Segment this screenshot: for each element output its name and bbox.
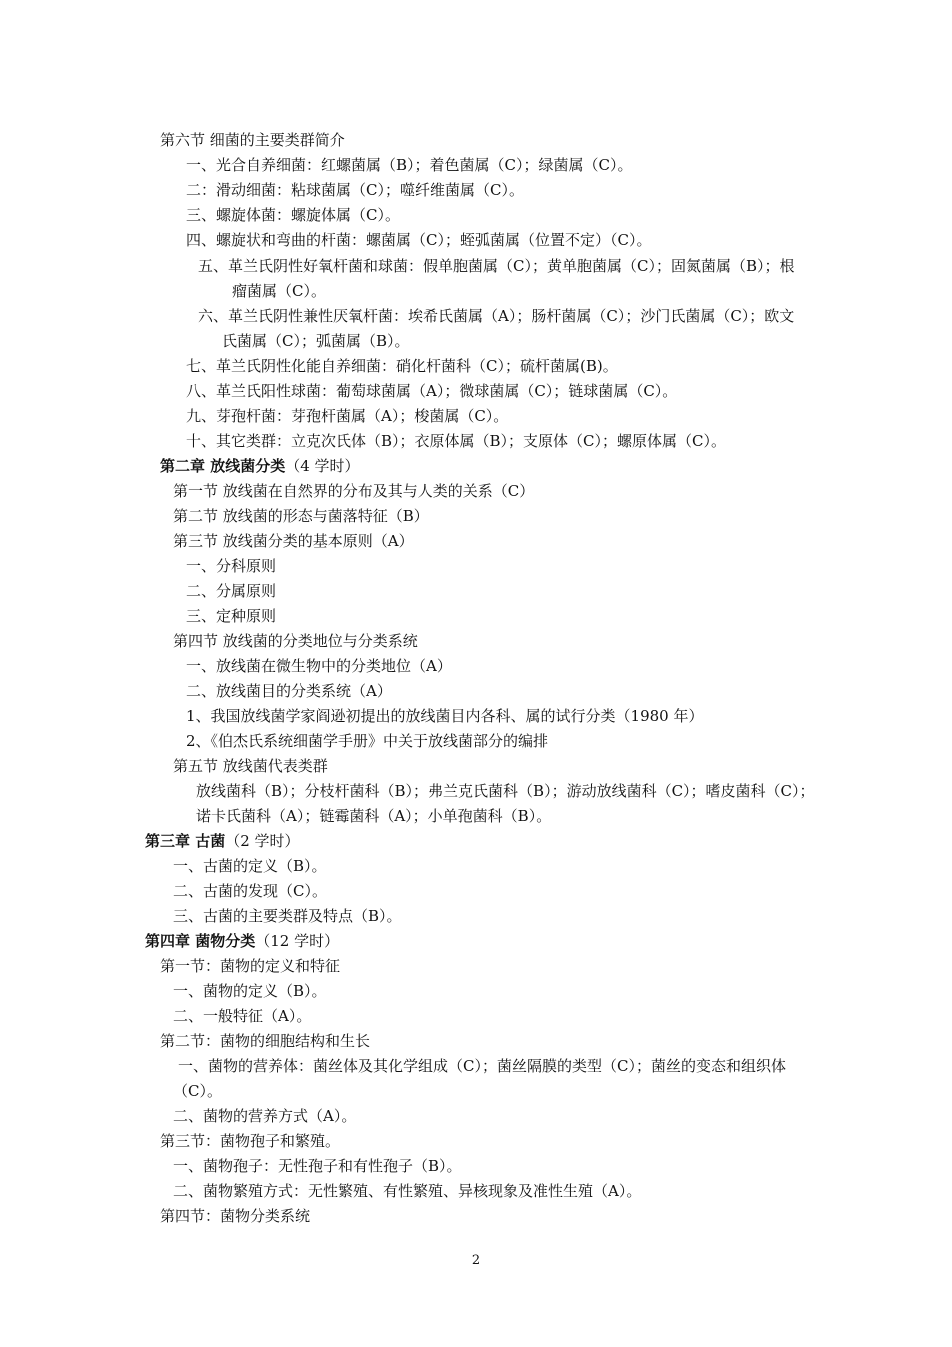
text-line: 第三节 放线菌分类的基本原则（A） [173, 532, 414, 550]
text-line: 二、分属原则 [186, 582, 277, 600]
chapter-hours: （4 学时） [285, 457, 360, 475]
chapter-title: 第二章 放线菌分类 [160, 457, 286, 475]
text-line: 第三节：菌物孢子和繁殖。 [160, 1132, 341, 1150]
text-line: 四、螺旋状和弯曲的杆菌：螺菌属（C）；蛭弧菌属（位置不定）（C）。 [186, 231, 652, 249]
text-line: 第二节：菌物的细胞结构和生长 [160, 1032, 371, 1050]
text-line: 三、古菌的主要类群及特点（B）。 [173, 907, 402, 925]
chapter-title: 第四章 菌物分类 [145, 932, 256, 950]
text-line: 三、螺旋体菌：螺旋体属（C）。 [186, 206, 400, 224]
text-line: 1、我国放线菌学家阎逊初提出的放线菌目内各科、属的试行分类（1980 年） [186, 707, 704, 725]
text-line: 二、菌物的营养方式（A）。 [173, 1107, 357, 1125]
text-line: 第四节 放线菌的分类地位与分类系统 [173, 632, 418, 650]
page-number: 2 [471, 1253, 481, 1268]
text-line: 一、菌物的定义（B）。 [173, 982, 327, 1000]
text-line: 十、其它类群：立克次氏体（B）；衣原体属（B）；支原体（C）；螺原体属（C）。 [186, 432, 727, 450]
text-line: 一、分科原则 [186, 557, 277, 575]
section-6-heading: 第六节 细菌的主要类群简介 [160, 131, 345, 149]
text-line: 瘤菌属（C）。 [232, 282, 326, 300]
text-line: 第二节 放线菌的形态与菌落特征（B） [173, 507, 429, 525]
text-line: 第五节 放线菌代表类群 [173, 757, 328, 775]
text-line: 第一节 放线菌在自然界的分布及其与人类的关系（C） [173, 482, 535, 500]
text-line: 九、芽孢杆菌：芽孢杆菌属（A）；梭菌属（C）。 [186, 407, 509, 425]
text-line: 六、革兰氏阴性兼性厌氧杆菌：埃希氏菌属（A）；肠杆菌属（C）；沙门氏菌属（C）；欧文 [198, 307, 795, 325]
chapter-hours: （12 学时） [255, 932, 340, 950]
text-line: 二、古菌的发现（C）。 [173, 882, 327, 900]
text-line: 一、放线菌在微生物中的分类地位（A） [186, 657, 452, 675]
text-line: 第四节：菌物分类系统 [160, 1207, 311, 1225]
text-line: 二、菌物繁殖方式：无性繁殖、有性繁殖、异核现象及准性生殖（A）。 [173, 1182, 642, 1200]
chapter-3-heading [145, 832, 300, 850]
text-line: 一、菌物孢子：无性孢子和有性孢子（B）。 [173, 1157, 462, 1175]
text-line: 二：滑动细菌：粘球菌属（C）；噬纤维菌属（C）。 [186, 181, 524, 199]
text-line: 三、定种原则 [186, 607, 277, 625]
text-line: 二、放线菌目的分类系统（A） [186, 682, 392, 700]
text-line: 一、古菌的定义（B）。 [173, 857, 327, 875]
text-line: 一、光合自养细菌：红螺菌属（B）；着色菌属（C）；绿菌属（C）。 [186, 156, 633, 174]
text-line: 诺卡氏菌科（A）；链霉菌科（A）；小单孢菌科（B）。 [196, 807, 552, 825]
text-line: 2、《伯杰氏系统细菌学手册》中关于放线菌部分的编排 [186, 732, 549, 750]
chapter-4-heading [145, 932, 339, 950]
text-line: 二、一般特征（A）。 [173, 1007, 312, 1025]
text-line: 氏菌属（C）；弧菌属（B）。 [222, 332, 410, 350]
text-line: （C）。 [173, 1082, 222, 1100]
text-line: 放线菌科（B）；分枝杆菌科（B）；弗兰克氏菌科（B）；游动放线菌科（C）；嗜皮菌科（C）； [196, 782, 815, 800]
text-line: 五、革兰氏阴性好氧杆菌和球菌：假单胞菌属（C）；黄单胞菌属（C）；固氮菌属（B）；根 [198, 257, 795, 275]
text-line: 八、革兰氏阳性球菌：葡萄球菌属（A）；微球菌属（C）；链球菌属（C）。 [186, 382, 678, 400]
text-line: 第一节：菌物的定义和特征 [160, 957, 341, 975]
chapter-2-heading [160, 457, 360, 475]
chapter-hours: （2 学时） [225, 832, 300, 850]
chapter-title: 第三章 古菌 [145, 832, 226, 850]
text-line: 一、菌物的营养体：菌丝体及其化学组成（C）；菌丝隔膜的类型（C）；菌丝的变态和组织体 [178, 1057, 786, 1075]
text-line: 七、革兰氏阴性化能自养细菌：硝化杆菌科（C）；硫杆菌属(B)。 [186, 357, 618, 375]
